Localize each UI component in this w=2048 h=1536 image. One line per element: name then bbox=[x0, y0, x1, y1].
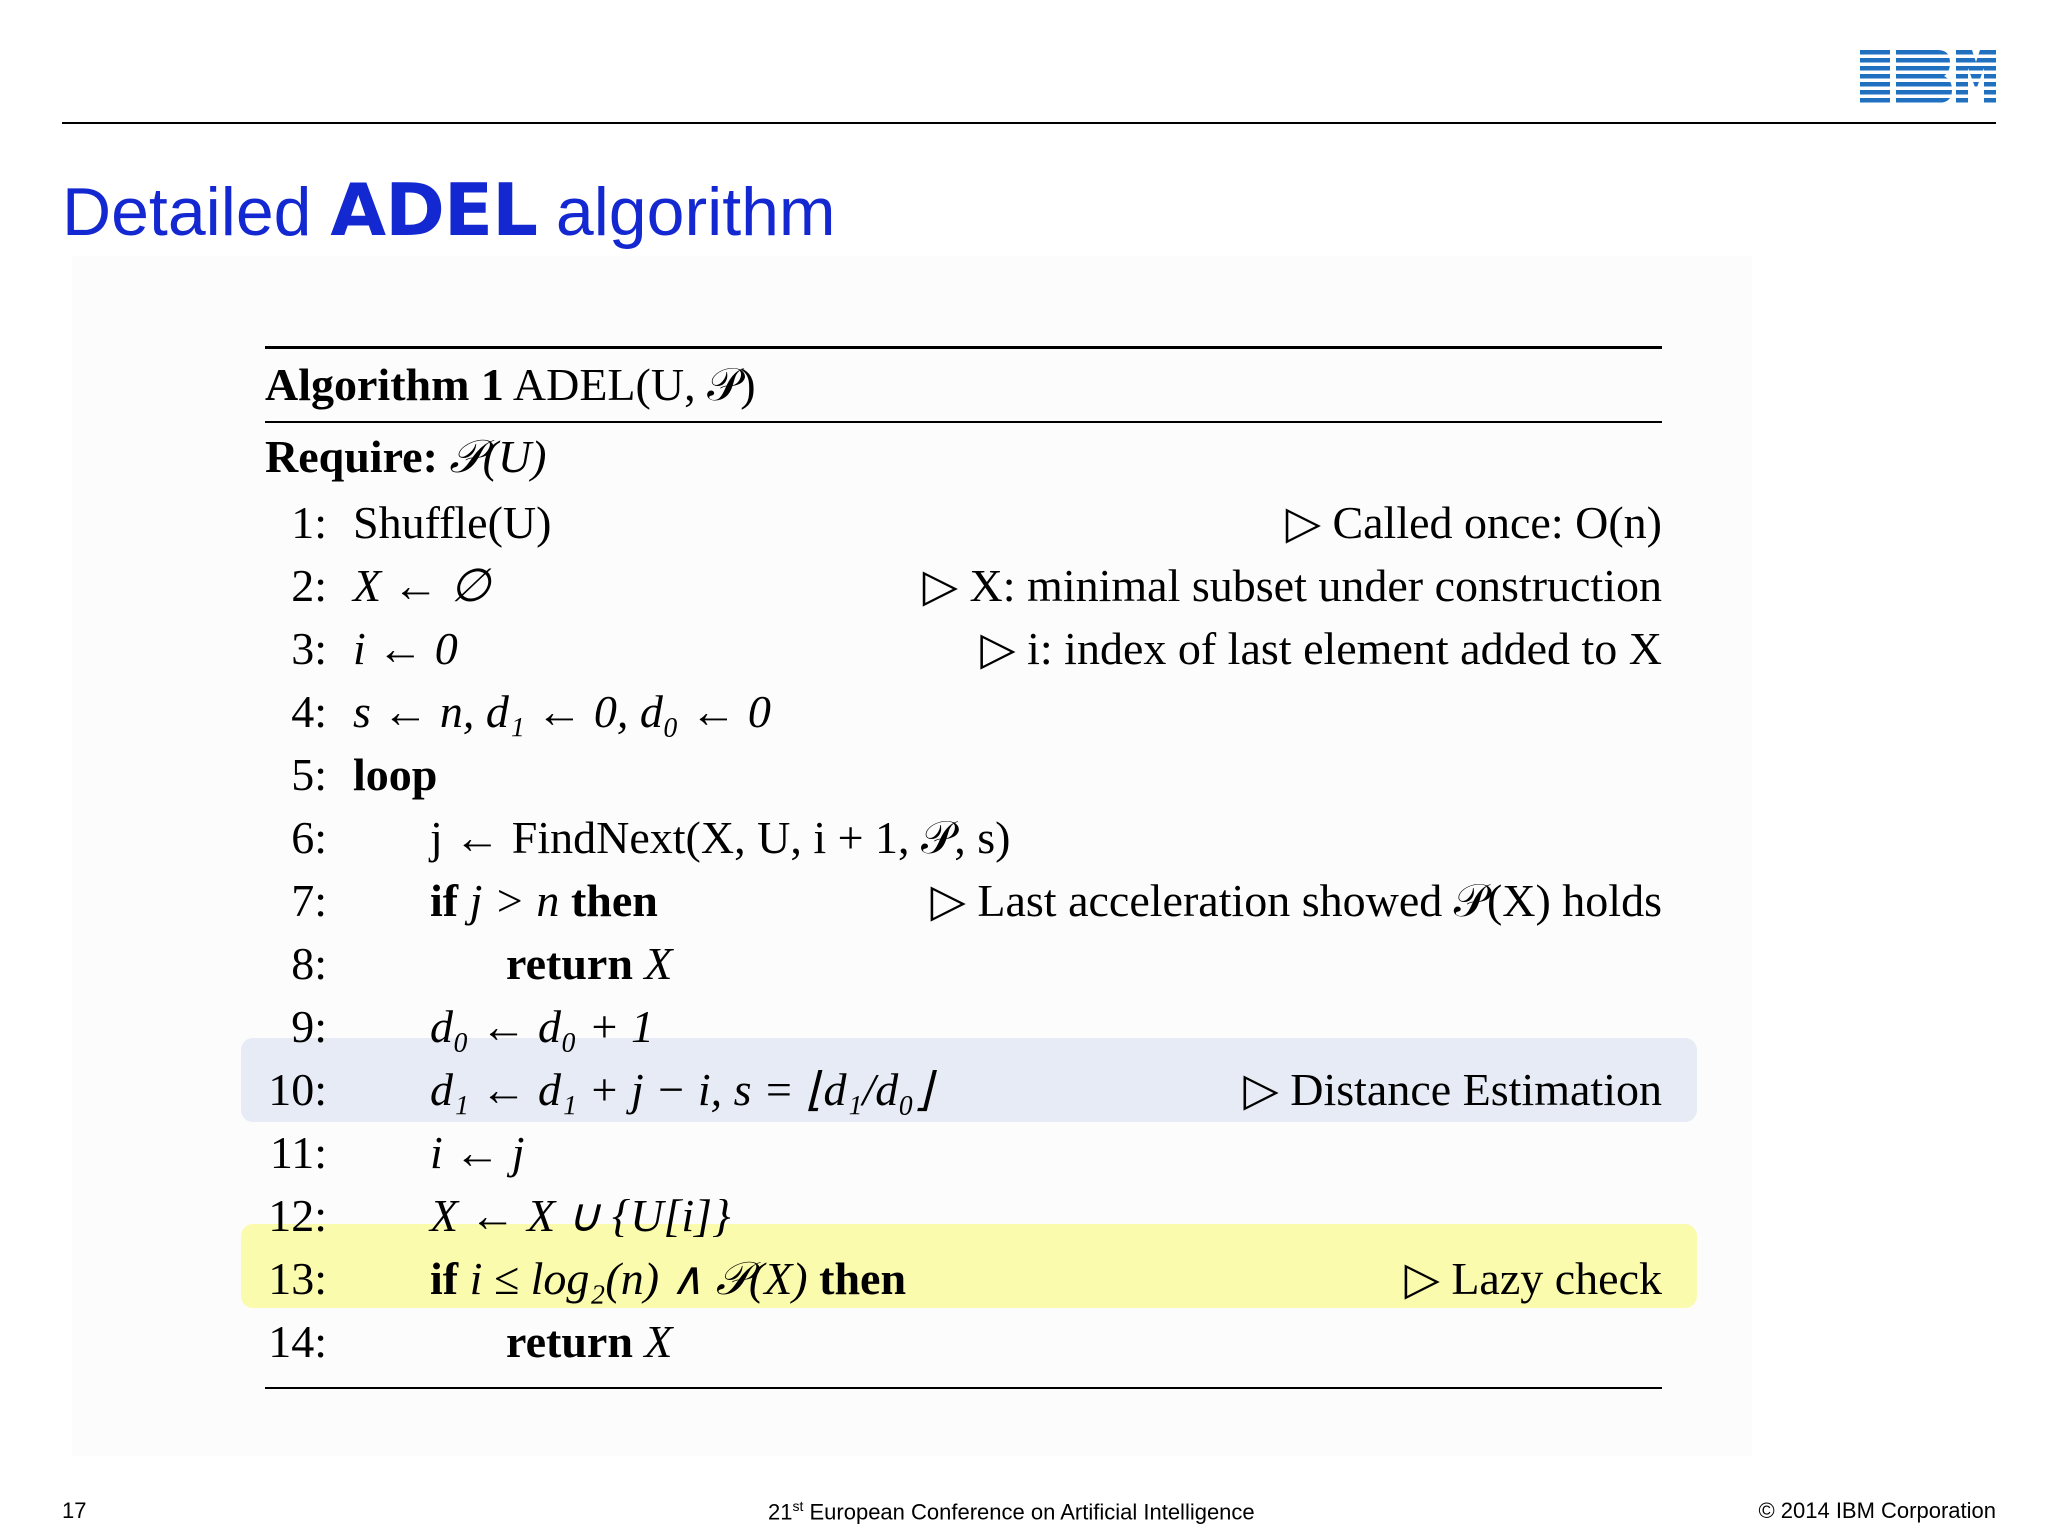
title-prefix: Detailed bbox=[62, 174, 312, 250]
line-number: 14: bbox=[268, 1316, 327, 1367]
line-number: 10: bbox=[268, 1064, 327, 1115]
algorithm-bottom-rule bbox=[265, 1387, 1662, 1389]
line-code: X ← ∅ bbox=[353, 560, 491, 611]
line-code bbox=[430, 869, 658, 932]
algorithm-caption bbox=[265, 349, 1662, 421]
line-comment: ▷ i: index of last element added to X bbox=[980, 623, 1662, 674]
algorithm-line bbox=[265, 617, 1662, 680]
line-number: 9: bbox=[291, 1001, 327, 1052]
line-expression: X bbox=[644, 1316, 673, 1367]
keyword-return: return bbox=[506, 1316, 633, 1367]
copyright: © 2014 IBM Corporation bbox=[1758, 1498, 1996, 1523]
line-number: 12: bbox=[268, 1190, 327, 1241]
line-code: j ← FindNext(X, U, i + 1, 𝒫, s) bbox=[430, 812, 1011, 863]
algorithm-line bbox=[265, 1058, 1662, 1121]
title-brand: ADEL bbox=[330, 168, 537, 252]
conference-sup: st bbox=[792, 1498, 804, 1514]
line-comment: ▷ Called once: O(n) bbox=[1285, 497, 1662, 548]
line-code: d₁ ← d₁ + j − i, s = ⌊d₁/d₀⌋ bbox=[430, 1064, 933, 1115]
algorithm-line bbox=[265, 491, 1662, 554]
require-value: 𝒫(U) bbox=[449, 431, 547, 482]
line-code: d₀ ← d₀ + 1 bbox=[430, 1001, 655, 1052]
conference-rest: European Conference on Artificial Intelligence bbox=[803, 1499, 1255, 1525]
line-code bbox=[506, 932, 673, 995]
line-number: 3: bbox=[291, 623, 327, 674]
conference-num: 21 bbox=[768, 1499, 793, 1525]
keyword-if: if bbox=[430, 1253, 459, 1304]
line-code: Shuffle(U) bbox=[353, 497, 552, 548]
line-code: i ← j bbox=[430, 1127, 525, 1178]
algorithm-line bbox=[265, 1184, 1662, 1247]
algorithm-caption-label: Algorithm 1 bbox=[265, 359, 504, 410]
conference-name bbox=[768, 1498, 1255, 1525]
line-number: 11: bbox=[269, 1127, 327, 1178]
line-expression: X bbox=[644, 938, 673, 989]
line-code bbox=[506, 1310, 673, 1373]
line-number: 6: bbox=[291, 812, 327, 863]
line-number: 5: bbox=[291, 749, 327, 800]
slide-title bbox=[62, 168, 836, 252]
ibm-logo bbox=[1860, 50, 1996, 108]
line-expression: j > n bbox=[469, 875, 560, 926]
line-code: s ← n, d₁ ← 0, d₀ ← 0 bbox=[353, 686, 771, 737]
algorithm-line bbox=[265, 806, 1662, 869]
line-code bbox=[430, 1247, 906, 1310]
title-suffix: algorithm bbox=[555, 174, 836, 250]
line-number: 8: bbox=[291, 938, 327, 989]
algorithm-caption-name: ADEL(U, 𝒫) bbox=[512, 359, 756, 410]
line-code: i ← 0 bbox=[353, 623, 458, 674]
line-number: 13: bbox=[268, 1253, 327, 1304]
keyword-return: return bbox=[506, 938, 633, 989]
algorithm-require bbox=[265, 423, 1662, 491]
algorithm-line bbox=[265, 1247, 1662, 1310]
line-expression: i ≤ log₂(n) ∧ 𝒫(X) bbox=[469, 1253, 808, 1304]
line-comment: ▷ X: minimal subset under construction bbox=[922, 560, 1662, 611]
keyword-then: then bbox=[819, 1253, 907, 1304]
header-rule bbox=[62, 122, 1996, 124]
algorithm-line bbox=[265, 1121, 1662, 1184]
page-number: 17 bbox=[62, 1498, 87, 1523]
algorithm-line bbox=[265, 1310, 1662, 1373]
algorithm-line bbox=[265, 869, 1662, 932]
algorithm-box bbox=[265, 346, 1662, 1389]
keyword-if: if bbox=[430, 875, 459, 926]
line-comment: ▷ Last acceleration showed 𝒫(X) holds bbox=[930, 875, 1662, 926]
algorithm-line bbox=[265, 995, 1662, 1058]
line-number: 2: bbox=[291, 560, 327, 611]
algorithm-line bbox=[265, 680, 1662, 743]
keyword-then: then bbox=[570, 875, 658, 926]
line-code: X ← X ∪ {U[i]} bbox=[430, 1190, 731, 1241]
line-comment: ▷ Lazy check bbox=[1404, 1253, 1662, 1304]
algorithm-line bbox=[265, 554, 1662, 617]
line-comment: ▷ Distance Estimation bbox=[1243, 1064, 1662, 1115]
algorithm-line bbox=[265, 743, 1662, 806]
require-label: Require: bbox=[265, 431, 438, 482]
line-code: loop bbox=[353, 749, 438, 800]
line-number: 1: bbox=[291, 497, 327, 548]
line-number: 4: bbox=[291, 686, 327, 737]
line-number: 7: bbox=[291, 875, 327, 926]
algorithm-line bbox=[265, 932, 1662, 995]
